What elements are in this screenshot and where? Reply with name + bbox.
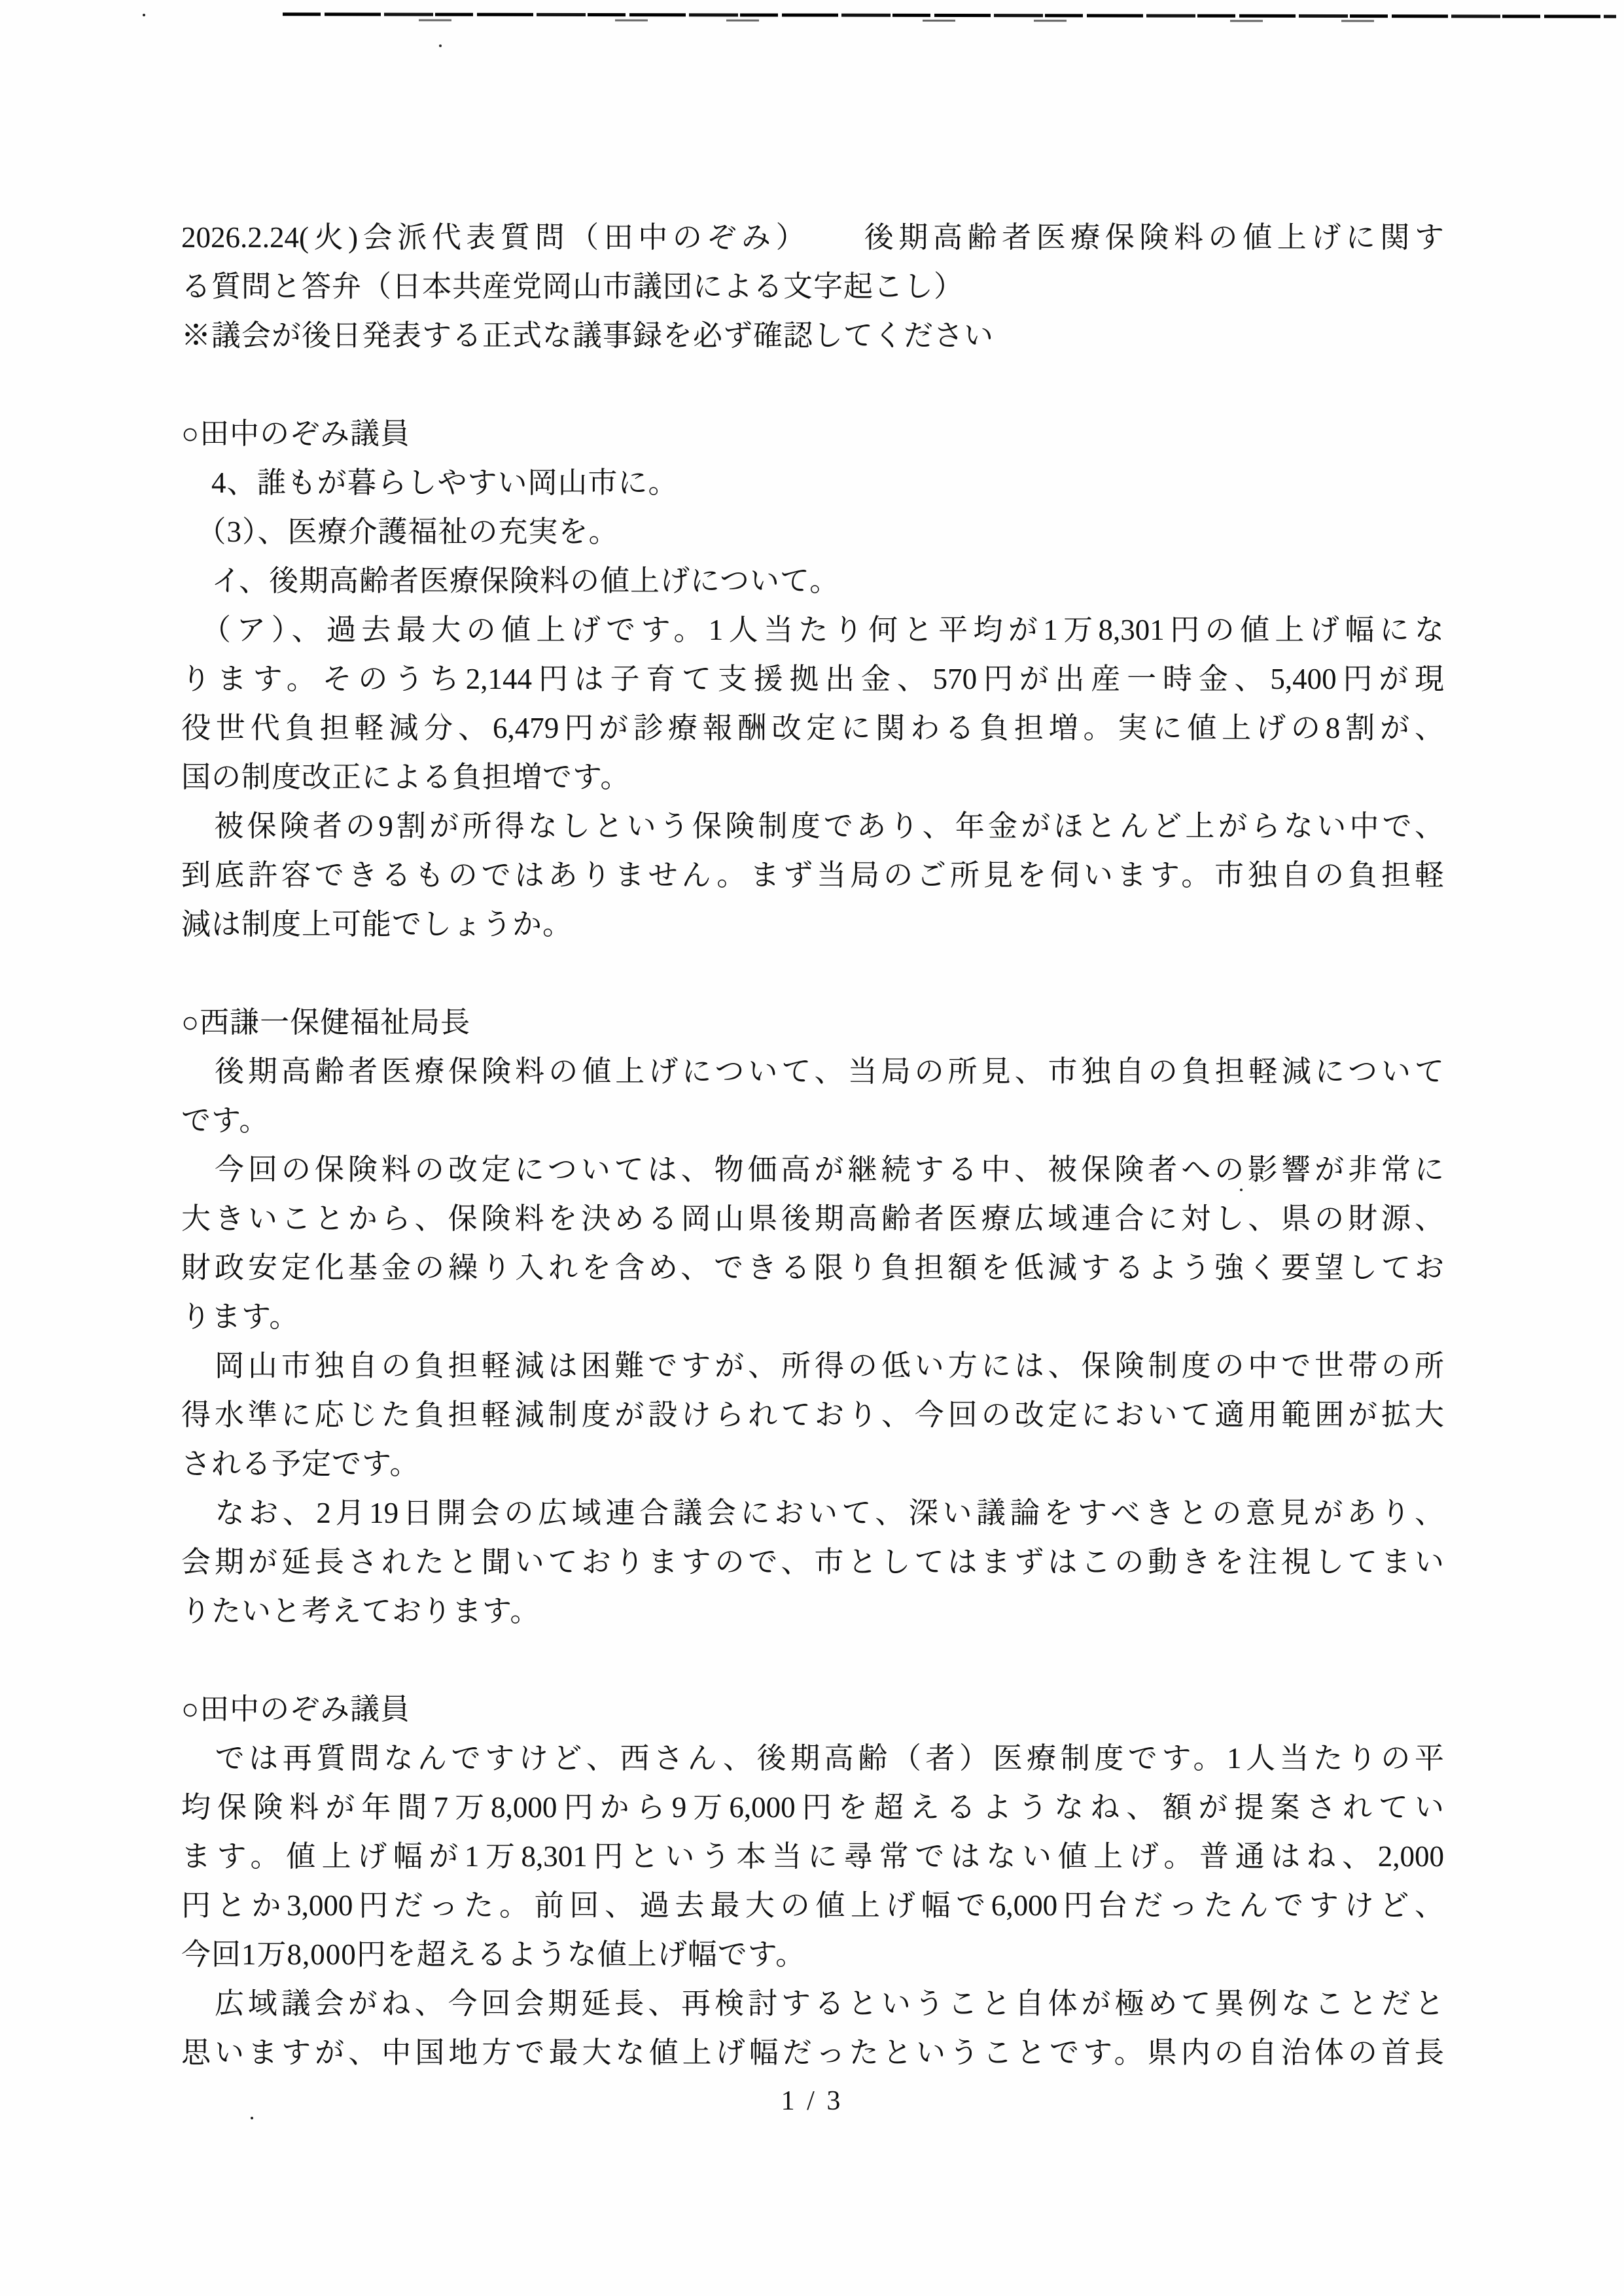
blank-line xyxy=(181,360,1444,409)
text-line: 岡山市独自の負担軽減は困難ですが、所得の低い方には、保険制度の中で世帯の所 xyxy=(181,1349,1444,1382)
text-line: 得水準に応じた負担軽減制度が設けられており、今回の改定において適用範囲が拡大 xyxy=(181,1399,1444,1431)
blank-line xyxy=(181,1636,1444,1685)
text-line: される予定です。 xyxy=(181,1448,420,1480)
text-line: 円とか3,000円だった。前回、過去最大の値上げ幅で6,000円台だったんですけど、 xyxy=(181,1889,1444,1922)
text-line: りたいと考えております。 xyxy=(181,1595,540,1627)
text-line: ※議会が後日発表する正式な議事録を必ず確認してください xyxy=(181,319,995,352)
text-line: 思いますが、中国地方で最大な値上げ幅だったということです。県内の自治体の首長 xyxy=(181,2036,1444,2069)
text-line: 役世代負担軽減分、6,479円が診療報酬改定に関わる負担増。実に値上げの8割が、 xyxy=(181,712,1444,744)
text-line: 2026.2.24(火)会派代表質問（田中のぞみ） 後期高齢者医療保険料の値上げに関す xyxy=(181,221,1444,254)
blank-line xyxy=(181,949,1444,998)
text-line: ○田中のぞみ議員 xyxy=(181,417,411,450)
text-line: 財政安定化基金の繰り入れを含め、できる限り負担額を低減するよう強く要望してお xyxy=(181,1251,1444,1284)
text-line: ○西謙一保健福祉局長 xyxy=(181,1006,471,1039)
text-line: 後期高齢者医療保険料の値上げについて、当局の所見、市独自の負担軽減について xyxy=(181,1055,1444,1088)
page-number: 1 / 3 xyxy=(781,2086,843,2116)
text-line: 4、誰もが暮らしやすい岡山市に。 xyxy=(181,466,679,499)
text-line: （ア）、過去最大の値上げです。1人当たり何と平均が1万8,301円の値上げ幅にな xyxy=(181,614,1444,646)
text-line: イ、後期高齢者医療保険料の値上げについて。 xyxy=(181,565,840,597)
text-line: 今回の保険料の改定については、物価高が継続する中、被保険者への影響が非常に xyxy=(181,1153,1444,1186)
text-line: 被保険者の9割が所得なしという保険制度であり、年金がほとんど上がらない中で、 xyxy=(181,810,1444,843)
text-line: 広域議会がね、今回会期延長、再検討するということ自体が極めて異例なことだと xyxy=(181,1987,1444,2020)
text-line: ります。そのうち2,144円は子育て支援拠出金、570円が出産一時金、5,400円が現 xyxy=(181,663,1444,695)
text-line: 到底許容できるものではありません。まず当局のご所見を伺います。市独自の負担軽 xyxy=(181,859,1444,892)
text-line: です。 xyxy=(181,1104,270,1137)
text-line: 今回1万8,000円を超えるような値上げ幅です。 xyxy=(181,1938,806,1971)
text-line: 国の制度改正による負担増です。 xyxy=(181,761,631,793)
text-line: では再質問なんですけど、西さん、後期高齢（者）医療制度です。1人当たりの平 xyxy=(181,1742,1444,1775)
text-line: 減は制度上可能でしょうか。 xyxy=(181,908,573,941)
scan-artifact-line-fragment xyxy=(340,19,1485,22)
scan-artifact-line xyxy=(283,12,1616,18)
text-line: なお、2月19日開会の広域連合議会において、深い議論をすべきとの意見があり、 xyxy=(181,1497,1444,1529)
text-line: （3）、医療介護福祉の充実を。 xyxy=(181,515,619,548)
text-line: 会期が延長されたと聞いておりますので、市としてはまずはこの動きを注視してまい xyxy=(181,1546,1444,1578)
document-body xyxy=(181,213,1444,2078)
text-line: ます。値上げ幅が1万8,301円という本当に尋常ではない値上げ。普通はね、2,000 xyxy=(181,1840,1444,1873)
text-line: 均保険料が年間7万8,000円から9万6,000円を超えるようなね、額が提案されてい xyxy=(181,1791,1444,1824)
text-line: ります。 xyxy=(181,1300,300,1333)
text-line: 大きいことから、保険料を決める岡山県後期高齢者医療広域連合に対し、県の財源、 xyxy=(181,1202,1444,1235)
text-line: る質問と答弁（日本共産党岡山市議団による文字起こし） xyxy=(181,270,964,303)
scan-specks xyxy=(143,14,145,16)
text-line: ○田中のぞみ議員 xyxy=(181,1693,411,1726)
